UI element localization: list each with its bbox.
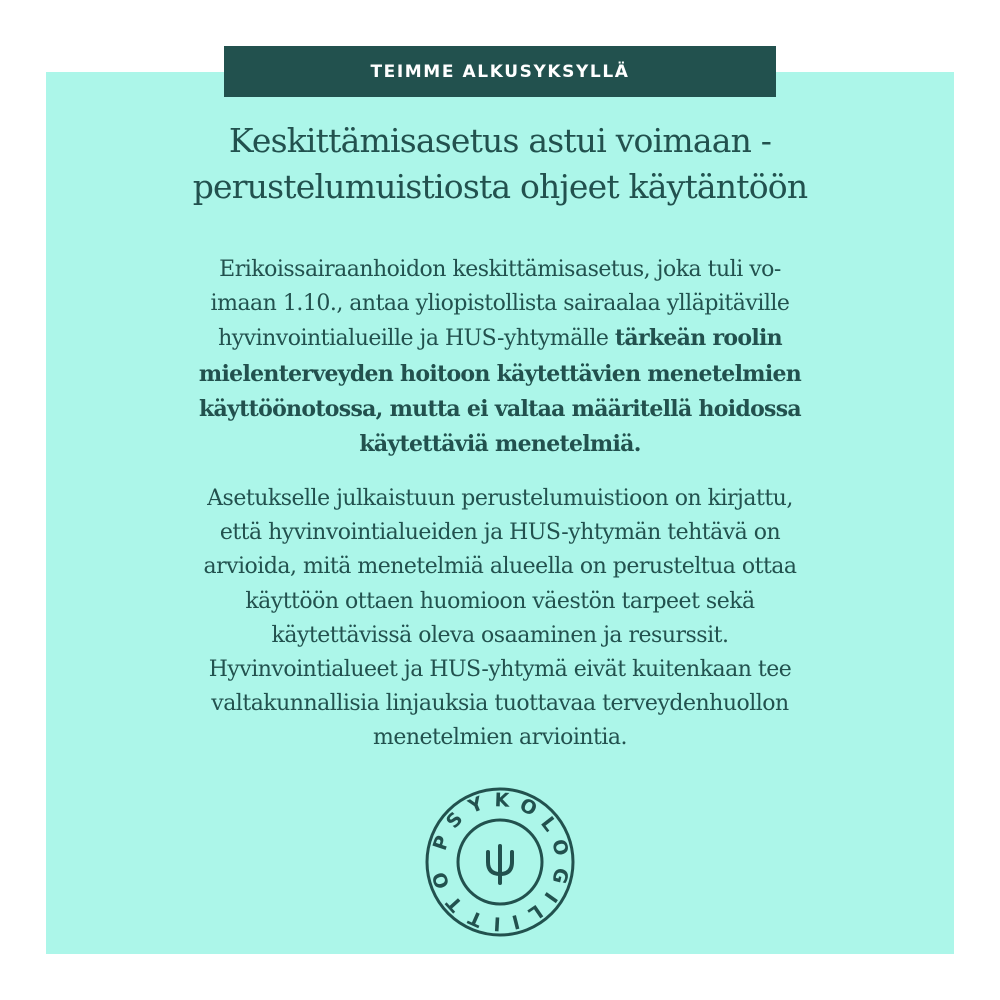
paragraph-1-bold: tärkeän roolin — [614, 325, 782, 352]
paragraph-2-line: arvioida, mitä menetelmiä alueella on perusteltua ottaa — [203, 554, 797, 580]
paragraph-2-line: Asetukselle julkaistuun perustelumuistioon on kirjattu, — [207, 486, 793, 511]
paragraph-2-line: menetelmien arviointia. — [372, 725, 628, 751]
psi-logo-icon — [424, 786, 576, 938]
paragraph-1-line: Erikoissairaanhoidon keskittämisasetus, joka tuli vo- — [219, 257, 781, 282]
paragraph-2-line: valtakunnallisia linjauksia tuottavaa terveydenhuollon — [211, 691, 789, 717]
paragraph-1 — [96, 253, 904, 462]
header-tag — [224, 46, 776, 97]
page-title — [90, 118, 910, 210]
paragraph-1-line: imaan 1.10., antaa yliopistollista sairaalaa ylläpitäville — [210, 291, 790, 317]
psi-symbol — [488, 846, 512, 883]
paragraph-1-bold: käyttöönotossa, mutta ei valtaa määritellä hoidossa — [199, 395, 801, 422]
paragraph-2-line: että hyvinvointialueiden ja HUS-yhtymän tehtävä on — [219, 520, 781, 546]
paragraph-1-bold: käytettäviä menetelmiä. — [359, 431, 641, 458]
paragraph-2-line: käytettävissä oleva osaaminen ja resurssit. — [271, 622, 729, 648]
title-line-1: Keskittämisasetus astui voimaan - — [228, 121, 772, 160]
header-tag-label: TEIMME ALKUSYKSYLLÄ — [370, 61, 630, 82]
paragraph-2-line: Hyvinvointialueet ja HUS-yhtymä eivät kuitenkaan tee — [208, 657, 792, 683]
title-line-2: perustelumuistiosta ohjeet käytäntöön — [192, 167, 808, 206]
paragraph-1-line: hyvinvointialueille ja HUS-yhtymälle — [218, 326, 615, 352]
paragraph-2-line: käyttöön ottaen huomioon väestön tarpeet sekä — [245, 588, 755, 614]
logo-ring-text: PSYKOLOGILIITTO — [428, 789, 573, 935]
paragraph-1-bold: mielenterveyden hoitoon käytettävien menetelmien — [198, 360, 802, 387]
paragraph-2 — [96, 482, 904, 756]
